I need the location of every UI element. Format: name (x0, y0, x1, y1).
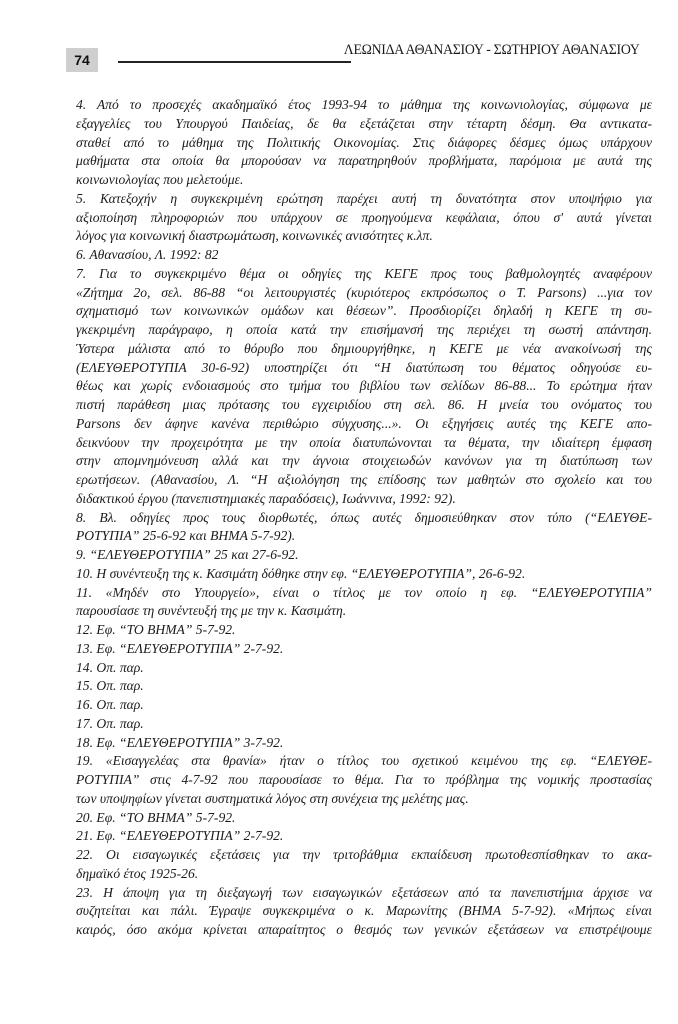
footnote-line: αξιοποίηση πληροφοριών που υπάρχουν σε προηγούμενα κεφάλαια, όπου σ' αυτά γίνεται (76, 209, 652, 225)
footnote-line: ΡΟΤΥΠΙΑ” στις 4-7-92 που παρουσίασε το θέμα. Για το πρόβλημα της νομικής προστασίας (76, 772, 652, 787)
footnote-line: των υποψηφίων γίνεται συστηματικά λόγος στη συνέχεια της μελέτης μας. (76, 790, 469, 806)
footnote-line: πιστή παράθεση μιας πρότασης του εγχειριδίου στη σελ. 86. Η μνεία του ονόματος του (76, 397, 652, 412)
footnote-line: κοινωνιολογίας που μελετούμε. (76, 172, 244, 187)
footnote-line: 12. Εφ. “ΤΟ ΒΗΜΑ” 5-7-92. (76, 622, 236, 637)
footnote-line: δημαϊκό έτος 1925-26. (76, 865, 199, 881)
footnote-line: γκεκριμένη παράγραφο, η οποία κατά την επισήμανσή της περιέχει τη σωστή απάντηση. (76, 322, 652, 337)
footnote-line: 11. «Μηδέν στο Υπουργείο», είναι ο τίτλος με τον οποίο η εφ. “ΕΛΕΥΘΕΡΟΤΥΠΙΑ” (76, 584, 652, 600)
footnote (76, 640, 652, 659)
footnote-line: στην απομνημόνευση αλλά και την άγνοια στοιχειωδών κανόνων για τη διατύπωση των (76, 453, 652, 469)
footnote-line: 9. “ΕΛΕΥΘΕΡΟΤΥΠΙΑ” 25 και 27-6-92. (76, 547, 299, 562)
footnote (76, 265, 652, 509)
footnote-line: δεικνύουν την προχειρότητα με την οποία διατυπώνονται τα θέματα, την ιδιαίτερη έμφαση (76, 434, 652, 450)
footnote (76, 715, 652, 734)
footnotes (76, 96, 652, 940)
footnote (76, 584, 652, 622)
footnote-line: 21. Εφ. “ΕΛΕΥΘΕΡΟΤΥΠΙΑ” 2-7-92. (76, 828, 284, 844)
footnote (76, 677, 652, 696)
footnote-line: σταθεί από το μάθημα της Πολιτικής Οικονομίας. Στις διάφορες δέσμες όμως υπάρχουν (76, 134, 652, 150)
footnote-line: Ύστερα μάλιστα από το θόρυβο που δημιουργήθηκε, η ΚΕΓΕ με νέα ανακοίνωσή της (76, 340, 652, 356)
footnote-line: 14. Οπ. παρ. (76, 659, 144, 675)
footnote-line: θέως και χωρίς ενδοιασμούς στο τμήμα του βιβλίου των σελίδων 86-88... Το ερώτημα ήταν (76, 378, 652, 394)
footnote-line: 6. Αθανασίου, Λ. 1992: 82 (76, 247, 219, 262)
footnote-line: «Ζήτημα 2ο, σελ. 86-88 “οι λειτουργιστές (κυριότερος εκπρόσωπος ο T. Parsons) ...για τον (76, 284, 652, 300)
page-number: 74 (66, 48, 98, 72)
footnote-line: 17. Οπ. παρ. (76, 715, 144, 731)
footnote-line: Parsons δεν άφηνε κανένα περιθώριο σύγχυσης...». Οι εξηγήσεις αυτές της ΚΕΓΕ απο- (76, 415, 652, 431)
running-title: ΛΕΩΝΙΔΑ ΑΘΑΝΑΣΙΟΥ - ΣΩΤΗΡΙΟΥ ΑΘΑΝΑΣΙΟΥ (344, 42, 640, 58)
footnote (76, 846, 652, 884)
footnote-line: 4. Από το προσεχές ακαδημαϊκό έτος 1993-94 το μάθημα της κοινωνιολογίας, σύμφωνα με (76, 97, 652, 112)
footnote-line: συζητείται και πάλι. Έγραψε συγκεκριμένα ο κ. Μαρωνίτης (ΒΗΜΑ 5-7-92). «Μήπως είναι (76, 903, 652, 919)
footnote-line: 20. Εφ. “ΤΟ ΒΗΜΑ” 5-7-92. (76, 809, 236, 825)
footnote (76, 809, 652, 828)
footnote (76, 827, 652, 846)
footnote-line: 19. «Εισαγγελέας στα θρανία» ήταν ο τίτλος του σχετικού κειμένου της εφ. “ΕΛΕΥΘΕ- (76, 753, 652, 769)
footnote-line: λόγος για κοινωνική διαστρωμάτωση, κοινωνικές ανισότητες κ.λπ. (76, 228, 433, 244)
footnote-line: 7. Για το συγκεκριμένο θέμα οι οδηγίες της ΚΕΓΕ προς τους βαθμολογητές αναφέρουν (76, 265, 652, 281)
footnote-line: παρουσίασε τη συνέντευξή της με την κ. Κασιμάτη. (76, 603, 347, 619)
footnote-line: 18. Εφ. “ΕΛΕΥΘΕΡΟΤΥΠΙΑ” 3-7-92. (76, 734, 284, 750)
footnote (76, 884, 652, 940)
footnote-line: ερωτήσεων. (Αθανασίου, Λ. “Η αξιολόγηση της επίδοσης των μαθητών στο σχολείο και του (76, 472, 652, 487)
footnote-line: (ΕΛΕΥΘΕΡΟΤΥΠΙΑ 30-6-92) υποστηρίζει ότι “Η διατύπωση του θέματος οδηγούσε ευ- (76, 359, 652, 375)
footnote-line: ΡΟΤΥΠΙΑ” 25-6-92 και ΒΗΜΑ 5-7-92). (76, 528, 296, 544)
footnote (76, 565, 652, 584)
footnote-line: διδακτικού έργου (πανεπιστημιακές παραδόσεις), Ιωάννινα, 1992: 92). (76, 490, 456, 506)
header-rule (118, 61, 351, 63)
footnote (76, 546, 652, 565)
footnote-line: 23. Η άποψη για τη διεξαγωγή των εισαγωγικών εξετάσεων από τα πανεπιστήμια άρχισε να (76, 884, 652, 900)
footnote-line: 10. Η συνέντευξη της κ. Κασιμάτη δόθηκε στην εφ. “ΕΛΕΥΘΕΡΟΤΥΠΙΑ”, 26-6-92. (76, 565, 526, 581)
footnote (76, 509, 652, 547)
footnote-line: 5. Κατεξοχήν η συγκεκριμένη ερώτηση παρέχει αυτή τη δυνατότητα στον υποψήφιο για (76, 190, 652, 206)
footnote (76, 734, 652, 753)
footnote-line: 8. Βλ. οδηγίες προς τους διορθωτές, όπως αυτές δημοσιεύθηκαν στον τύπο (“ΕΛΕΥΘΕ- (76, 509, 652, 525)
footnote (76, 696, 652, 715)
footnote (76, 659, 652, 678)
footnote (76, 96, 652, 190)
footnote-line: εξαγγελίες του Υπουργού Παιδείας, δε θα εξετάζεται στην τέταρτη δέσμη. Θα αντικατα- (76, 115, 652, 131)
footnote (76, 621, 652, 640)
footnote-line: καιρός, όσο ακόμα κρίνεται απαραίτητος ο θεσμός των γενικών εξετάσεων να επιστρέψουμε (76, 922, 652, 937)
footnote (76, 190, 652, 246)
footnote-line: μαθήματα στα οποία θα μπορούσαν να παρατηρηθούν προβλήματα, παρόμοια με αυτά της (76, 153, 652, 169)
footnote-line: 13. Εφ. “ΕΛΕΥΘΕΡΟΤΥΠΙΑ” 2-7-92. (76, 640, 284, 656)
footnote (76, 246, 652, 265)
footnote-line: 16. Οπ. παρ. (76, 697, 144, 712)
footnote (76, 752, 652, 808)
footnote-line: σχηματισμό των κοινωνικών ομάδων και θέσεων”. Προσδιορίζει δηλαδή η ΚΕΓΕ τη συ- (76, 303, 652, 319)
footnote-line: 22. Οι εισαγωγικές εξετάσεις για την τριτοβάθμια εκπαίδευση πρωτοθεσπίσθηκαν το ακα- (76, 847, 652, 862)
footnote-line: 15. Οπ. παρ. (76, 678, 144, 694)
